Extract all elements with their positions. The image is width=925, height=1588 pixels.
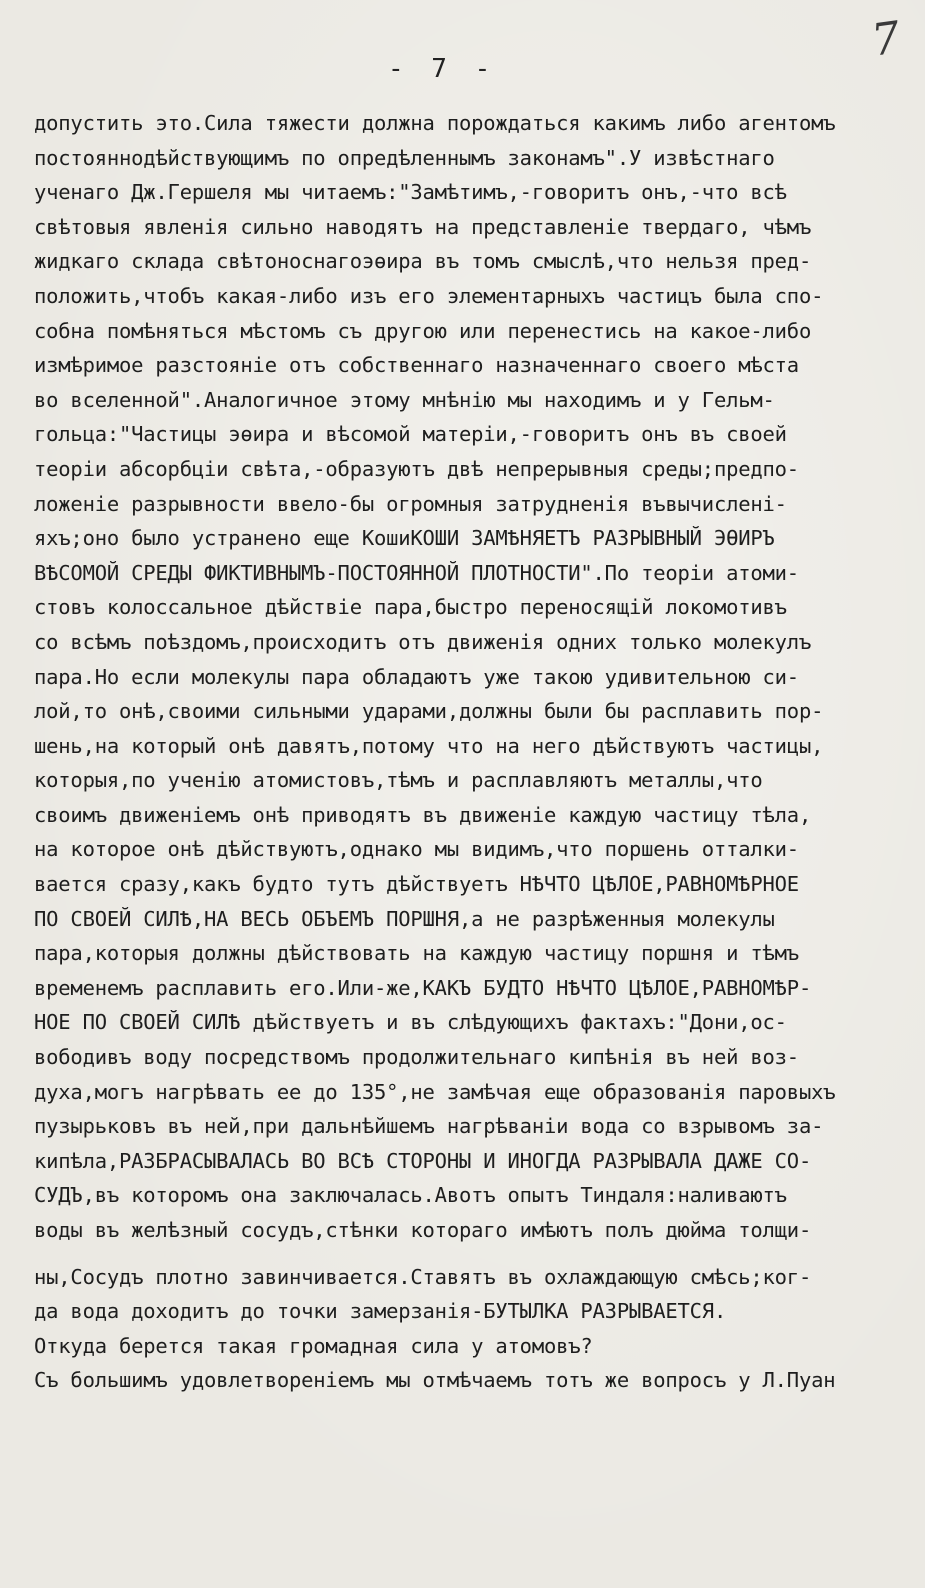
text-line: пара.Но если молекулы пара обладаютъ уже такою удивительною си- <box>34 664 799 689</box>
text-line: ученаго Дж.Гершеля мы читаемъ:"Замѣтимъ,-говоритъ онъ,-что всѣ <box>34 180 787 205</box>
text-line: во вселенной".Аналогичное этому мнѣнію мы находимъ и у Гельм- <box>34 387 775 412</box>
text-line: пара,которыя должны дѣйствовать на каждую частицу поршня и тѣмъ <box>34 941 799 966</box>
text-line: ны,Сосудъ плотно завинчивается.Ставятъ въ охлаждающую смѣсь;ког- <box>34 1264 812 1289</box>
text-line: вободивъ воду посредствомъ продолжительнаго кипѣнія въ ней воз- <box>34 1045 799 1070</box>
text-line: положить,чтобъ какая-либо изъ его элементарныхъ частицъ была спо- <box>34 283 824 308</box>
text-line: собна помѣняться мѣстомъ съ другою или перенестись на какое-либо <box>34 318 812 343</box>
text-line: ложеніе разрывности ввело-бы огромныя затрудненія въвычислені- <box>34 491 787 516</box>
text-line: вается сразу,какъ будто тутъ дѣйствуетъ НѢЧТО ЦѢЛОЕ,РАВНОМѢРНОЕ <box>34 872 799 897</box>
text-line: со всѣмъ поѣздомъ,происходитъ отъ движенія одних только молекулъ <box>34 629 812 654</box>
text-line: лой,то онѣ,своими сильными ударами,должны были бы расплавить пор- <box>34 699 824 724</box>
text-line: Откуда берется такая громадная сила у атомовъ? <box>34 1333 593 1358</box>
text-line: кипѣла,РАЗБРАСЫВАЛАСЬ ВО ВСѢ СТОРОНЫ И ИНОГДА РАЗРЫВАЛА ДАЖЕ СО- <box>34 1148 812 1173</box>
text-line: да вода доходитъ до точки замерзанія-БУТЫЛКА РАЗРЫВАЕТСЯ. <box>34 1299 727 1324</box>
text-line: допустить это.Сила тяжести должна порождаться какимъ либо агентомъ <box>34 111 836 135</box>
text-line: измѣримое разстояніе отъ собственнаго назначеннаго своего мѣста <box>34 353 799 378</box>
text-line: шень,на который онѣ давятъ,потому что на него дѣйствуютъ частицы, <box>34 733 824 758</box>
text-line: свѣтовыя явленія сильно наводятъ на представленіе твердаго, чѣмъ <box>34 214 812 239</box>
text-line: постояннодѣйствующимъ по опредѣленнымъ законамъ".У извѣстнаго <box>34 145 775 170</box>
text-line: воды въ желѣзный сосудъ,стѣнки котораго имѣютъ полъ дюйма толщи- <box>34 1218 812 1242</box>
page-number: - 7 - <box>388 54 497 84</box>
text-line: НОЕ ПО СВОЕЙ СИЛѢ дѣйствуетъ и въ слѣдующихъ фактахъ:"Дони,ос- <box>34 1010 787 1035</box>
text-line: гольца:"Частицы эѳира и вѣсомой матеріи,-говоритъ онъ въ своей <box>34 422 787 447</box>
text-line: духа,могъ нагрѣвать ее до 135°,не замѣчая еще образованія паровыхъ <box>34 1079 836 1104</box>
text-line: ПО СВОЕЙ СИЛѢ,НА ВЕСЬ ОБЪЕМЪ ПОРШНЯ,а не разрѣженныя молекулы <box>34 906 775 931</box>
text-line: временемъ расплавить его.Или-же,КАКЪ БУДТО НѢЧТО ЦѢЛОЕ,РАВНОМѢР- <box>34 975 812 1000</box>
text-line: пузырьковъ въ ней,при дальнѣйшемъ нагрѣваніи вода со взрывомъ за- <box>34 1114 824 1139</box>
text-line: жидкаго склада свѣтоноснагоэѳира въ томъ смыслѣ,что нельзя пред- <box>34 249 812 274</box>
text-line: Съ большимъ удовлетвореніемъ мы отмѣчаемъ тотъ же вопросъ у Л.Пуан <box>34 1368 836 1393</box>
typewritten-text <box>34 106 914 1398</box>
text-line: стовъ колоссальное дѣйствіе пара,быстро переносящій локомотивъ <box>34 595 787 620</box>
text-line: теоріи абсорбціи свѣта,-образуютъ двѣ непрерывныя среды;предпо- <box>34 456 799 481</box>
text-line: яхъ;оно было устранено еще КошиКОШИ ЗАМѢНЯЕТЪ РАЗРЫВНЫЙ ЭѲИРЪ <box>34 526 775 551</box>
archive-page-mark: 7 <box>868 12 904 67</box>
text-line: на которое онѣ дѣйствуютъ,однако мы видимъ,что поршень отталки- <box>34 837 799 862</box>
text-line: которыя,по ученію атомистовъ,тѣмъ и расплавляютъ металлы,что <box>34 768 763 793</box>
text-line: ВѢСОМОЙ СРЕДЫ ФИКТИВНЫМЪ-ПОСТОЯННОЙ ПЛОТНОСТИ".По теоріи атоми- <box>34 560 799 585</box>
text-line: СУДЪ,въ которомъ она заключалась.Авотъ опытъ Тиндаля:наливаютъ <box>34 1183 787 1208</box>
text-line: своимъ движеніемъ онѣ приводятъ въ движеніе каждую частицу тѣла, <box>34 802 812 827</box>
